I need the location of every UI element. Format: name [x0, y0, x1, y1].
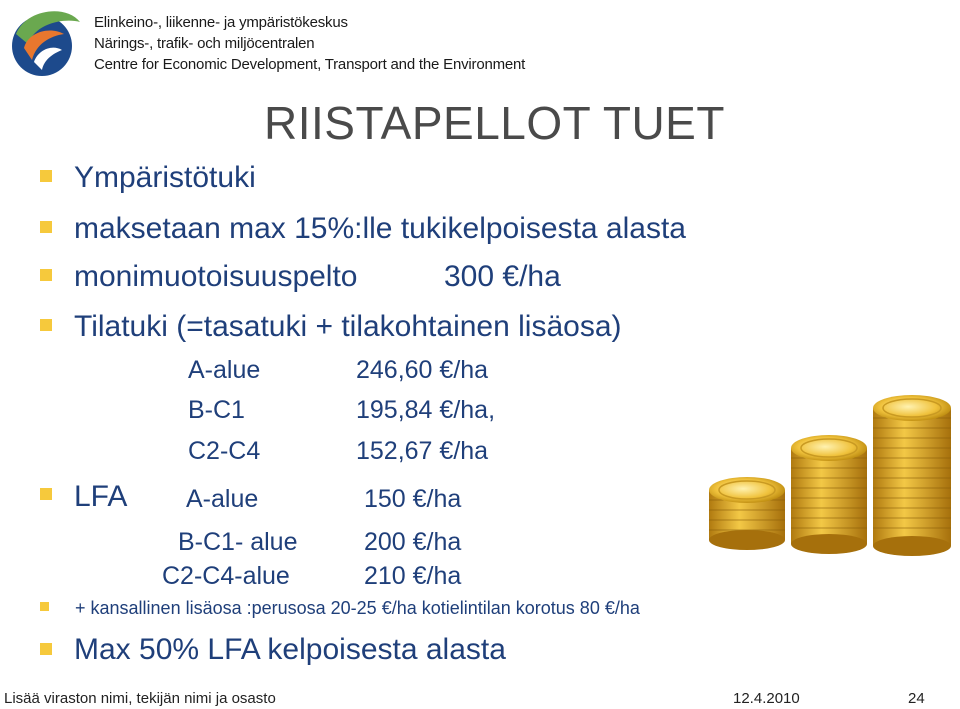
lfa-zone-c2c4: C2-C4-alue [162, 562, 290, 590]
bullet-marker [40, 319, 52, 331]
tilatuki-value-bc1: 195,84 €/ha, [356, 396, 496, 424]
bullet-tilatuki: Tilatuki (=tasatuki + tilakohtainen lisäosa) [74, 310, 622, 343]
org-line-sv: Närings-, trafik- och miljöcentralen [94, 35, 315, 52]
bullet-monimuotoisuuspelto-label: monimuotoisuuspelto [74, 260, 358, 293]
bullet-maksetaan: maksetaan max 15%:lle tukikelpoisesta alasta [74, 212, 686, 245]
org-line-fi: Elinkeino-, liikenne- ja ympäristökeskus [94, 14, 348, 31]
bullet-lfa-label: LFA [74, 480, 128, 513]
lfa-value-c2c4: 210 €/ha [364, 562, 462, 590]
tilatuki-zone-a: A-alue [188, 356, 261, 384]
lfa-value-bc1: 200 €/ha [364, 528, 462, 556]
bullet-max-50: Max 50% LFA kelpoisesta alasta [74, 633, 506, 666]
lfa-zone-a: A-alue [186, 485, 259, 513]
slide-title: RIISTAPELLOT TUET [264, 97, 725, 149]
lfa-value-a: 150 €/ha [364, 485, 462, 513]
bullet-kansallinen-lisaosa: + kansallinen lisäosa :perusosa 20-25 €/ha kotielintilan korotus 80 €/ha [75, 598, 640, 618]
bullet-ymparistotuki: Ympäristötuki [74, 161, 256, 194]
bullet-marker [40, 269, 52, 281]
tilatuki-value-c2c4: 152,67 €/ha [356, 437, 489, 465]
bullet-marker [40, 488, 52, 500]
coin-stacks-icon [705, 390, 955, 560]
tilatuki-zone-c2c4: C2-C4 [188, 437, 261, 465]
tilatuki-zone-bc1: B-C1 [188, 396, 245, 424]
org-line-en: Centre for Economic Development, Transport and the Environment [94, 56, 526, 73]
lfa-zone-bc1: B-C1- alue [178, 528, 298, 556]
bullet-marker [40, 170, 52, 182]
bullet-marker [40, 643, 52, 655]
footer-organisation: Lisää viraston nimi, tekijän nimi ja osasto [4, 690, 276, 707]
bullet-marker [40, 221, 52, 233]
tilatuki-value-a: 246,60 €/ha [356, 356, 489, 384]
footer-page-number: 24 [908, 690, 925, 707]
bullet-marker [40, 602, 49, 611]
organisation-name [94, 12, 525, 75]
ely-logo-icon [6, 4, 84, 82]
bullet-monimuotoisuuspelto-value: 300 €/ha [444, 260, 561, 293]
footer-date: 12.4.2010 [733, 690, 800, 707]
